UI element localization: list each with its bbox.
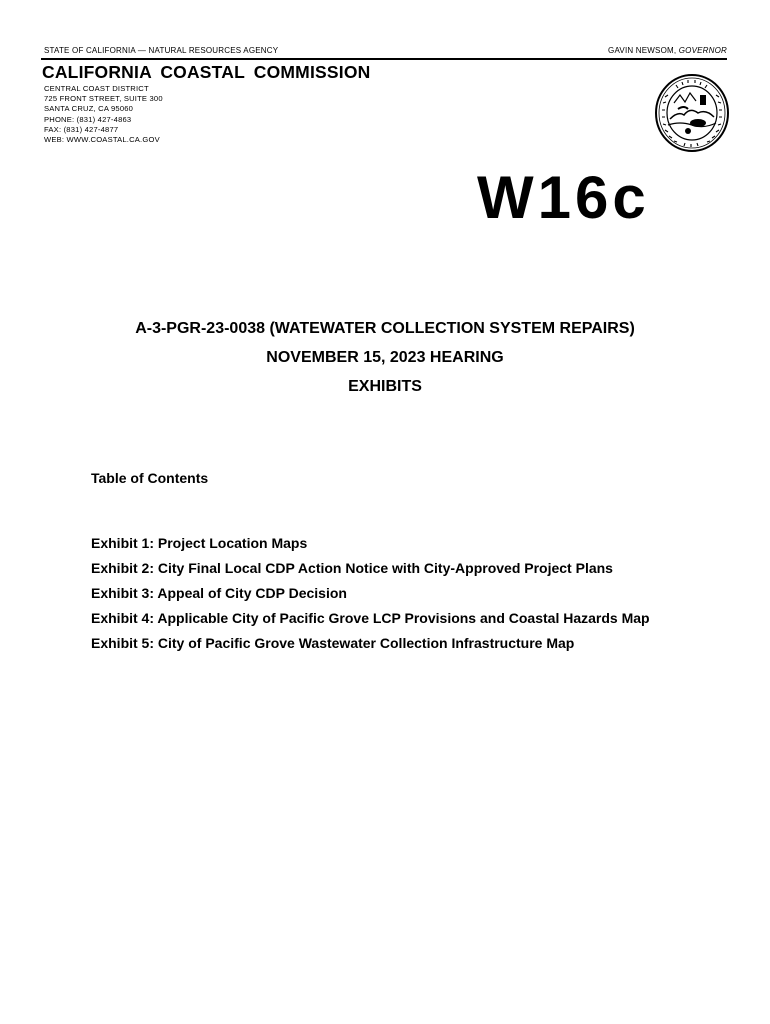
governor-title: GOVERNOR (678, 46, 727, 55)
agenda-item-number: W16c (477, 164, 650, 231)
toc-heading: Table of Contents (91, 470, 209, 486)
exhibit-item-text: Exhibit 3: Appeal of City CDP Decision (91, 585, 347, 601)
exhibit-item (91, 560, 691, 577)
state-seal-icon (654, 73, 730, 153)
letterhead-rule (41, 58, 727, 60)
contact-web: WEB: WWW.COASTAL.CA.GOV (44, 135, 160, 145)
contact-district: CENTRAL COAST DISTRICT (44, 84, 149, 93)
contact-city: SANTA CRUZ, CA 95060 (44, 104, 134, 114)
exhibit-item (91, 535, 691, 552)
agency-name: STATE OF CALIFORNIA — NATURAL RESOURCES AGENCY (44, 46, 279, 55)
contact-fax: FAX: (831) 427-4877 (44, 124, 119, 134)
commission-name: CALIFORNIA COASTAL COMMISSION (42, 62, 371, 82)
contact-phone: PHONE: (831) 427-4863 (44, 114, 132, 124)
contact-block (44, 84, 163, 145)
report-title-line-2: NOVEMBER 15, 2023 HEARING (266, 349, 504, 366)
report-title-line-3: EXHIBITS (348, 378, 422, 395)
contact-street: 725 FRONT STREET, SUITE 300 (44, 94, 163, 104)
letterhead-agency-line (44, 46, 727, 58)
exhibit-item (91, 610, 691, 627)
exhibit-item-text: Exhibit 2: City Final Local CDP Action Notice with City-Approved Project Plans (91, 560, 613, 576)
exhibit-item (91, 585, 691, 602)
governor-line (608, 46, 727, 55)
exhibit-item-text: Exhibit 1: Project Location Maps (91, 535, 308, 551)
governor-name: GAVIN NEWSOM, (608, 46, 677, 55)
report-title-line-1: A-3-PGR-23-0038 (WATEWATER COLLECTION SYSTEM REPAIRS) (135, 320, 635, 337)
exhibit-list (91, 535, 691, 660)
exhibit-item (91, 635, 691, 652)
exhibit-item-text: Exhibit 4: Applicable City of Pacific Grove LCP Provisions and Coastal Hazards Map (91, 610, 650, 626)
exhibit-item-text: Exhibit 5: City of Pacific Grove Wastewater Collection Infrastructure Map (91, 635, 575, 651)
